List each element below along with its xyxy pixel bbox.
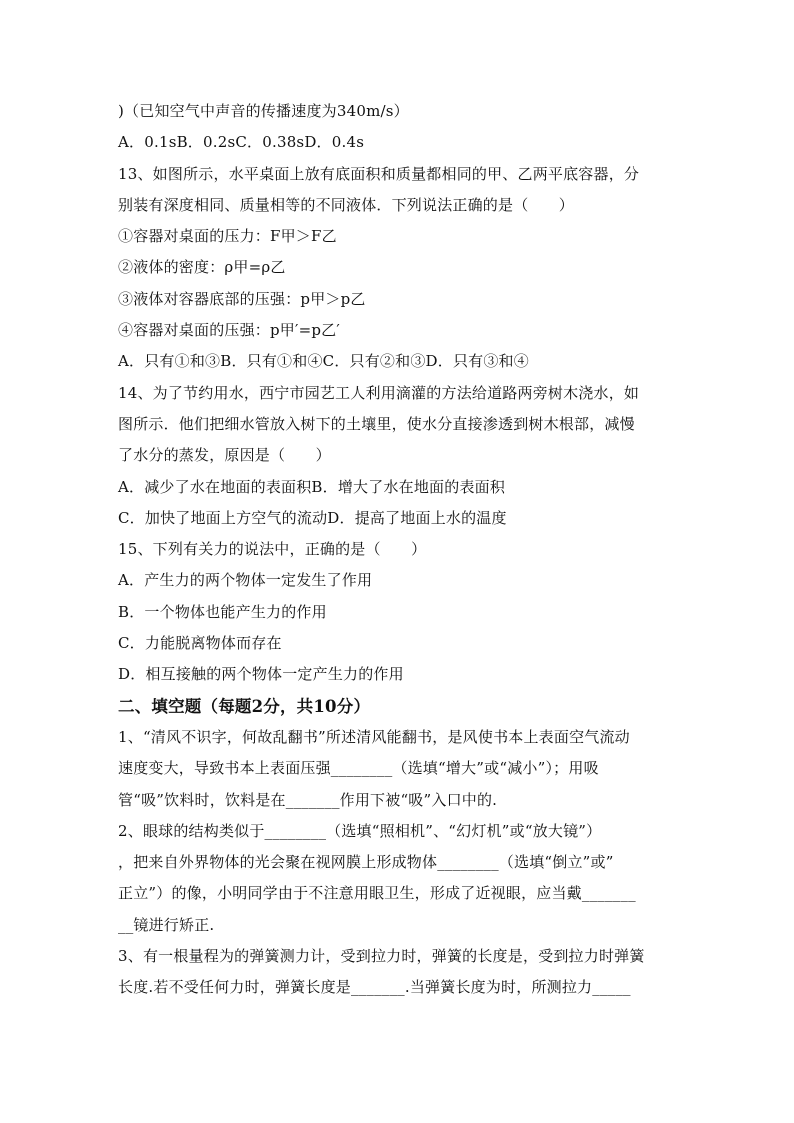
option-a: A．产生力的两个物体一定发生了作用 (118, 571, 373, 590)
text-line: 正立”）的像，小明同学由于不注意用眼卫生，形成了近视眼，应当戴_______ (118, 884, 636, 903)
answer-options: C．加快了地面上方空气的流动D．提高了地面上水的温度 (118, 508, 507, 527)
text-line: 速度变大，导致书本上表面压强________（选填“增大”或“减小”）；用吸 (118, 759, 599, 778)
text-line: 了水分的蒸发，原因是（ ） (118, 446, 331, 465)
text-line: ，把来自外界物体的光会聚在视网膜上形成物体________（选填“倒立”或” (118, 853, 614, 872)
page-content (118, 96, 678, 1004)
question-14: 14、为了节约用水，西宁市园艺工人利用滴灌的方法给道路两旁树木浇水，如 (118, 383, 640, 402)
fill-question-3: 3、有一根量程为的弹簧测力计，受到拉力时，弹簧的长度是，受到拉力时弹簧 (118, 947, 645, 966)
fill-question-2: 2、眼球的结构类似于________（选填“照相机”、“幻灯机”或“放大镜”） (118, 821, 602, 840)
text-line: 别装有深度相同、质量相等的不同液体．下列说法正确的是（ ） (118, 195, 575, 214)
statement-4: ④容器对桌面的压强：p甲′=p乙′ (118, 321, 340, 340)
statement-2: ②液体的密度：ρ甲=ρ乙 (118, 258, 286, 277)
text-line: 长度.若不受任何力时，弹簧长度是_______.当弹簧长度为时，所测拉力_____ (118, 978, 631, 997)
option-c: C．力能脱离物体而存在 (118, 634, 282, 653)
text-line: __镜进行矫正. (118, 915, 215, 934)
statement-1: ①容器对桌面的压力：F甲＞F乙 (118, 227, 337, 246)
text-line: 管“吸”饮料时，饮料是在_______作用下被“吸”入口中的. (118, 790, 498, 809)
statement-3: ③液体对容器底部的压强：p甲＞p乙 (118, 289, 366, 308)
fill-question-1: 1、“清风不识字，何故乱翻书”所述清风能翻书，是风使书本上表面空气流动 (118, 727, 630, 746)
answer-options: A．0.1sB．0.2sC．0.38sD．0.4s (118, 133, 365, 152)
text-line: 图所示．他们把细水管放入树下的土壤里，使水分直接渗透到树木根部，减慢 (118, 414, 635, 433)
question-15: 15、下列有关力的说法中，正确的是（ ） (118, 540, 427, 559)
option-b: B．一个物体也能产生力的作用 (118, 602, 327, 621)
option-d: D．相互接触的两个物体一定产生力的作用 (118, 665, 404, 684)
answer-options: A．只有①和③B．只有①和④C．只有②和③D．只有③和④ (118, 352, 529, 371)
text-line: )（已知空气中声音的传播速度为340m/s） (118, 102, 409, 120)
answer-options: A．减少了水在地面的表面积B．增大了水在地面的表面积 (118, 477, 506, 496)
question-13: 13、如图所示，水平桌面上放有底面积和质量都相同的甲、乙两平底容器，分 (118, 164, 640, 183)
section-heading: 二、填空题（每题2分，共10分） (118, 696, 371, 716)
